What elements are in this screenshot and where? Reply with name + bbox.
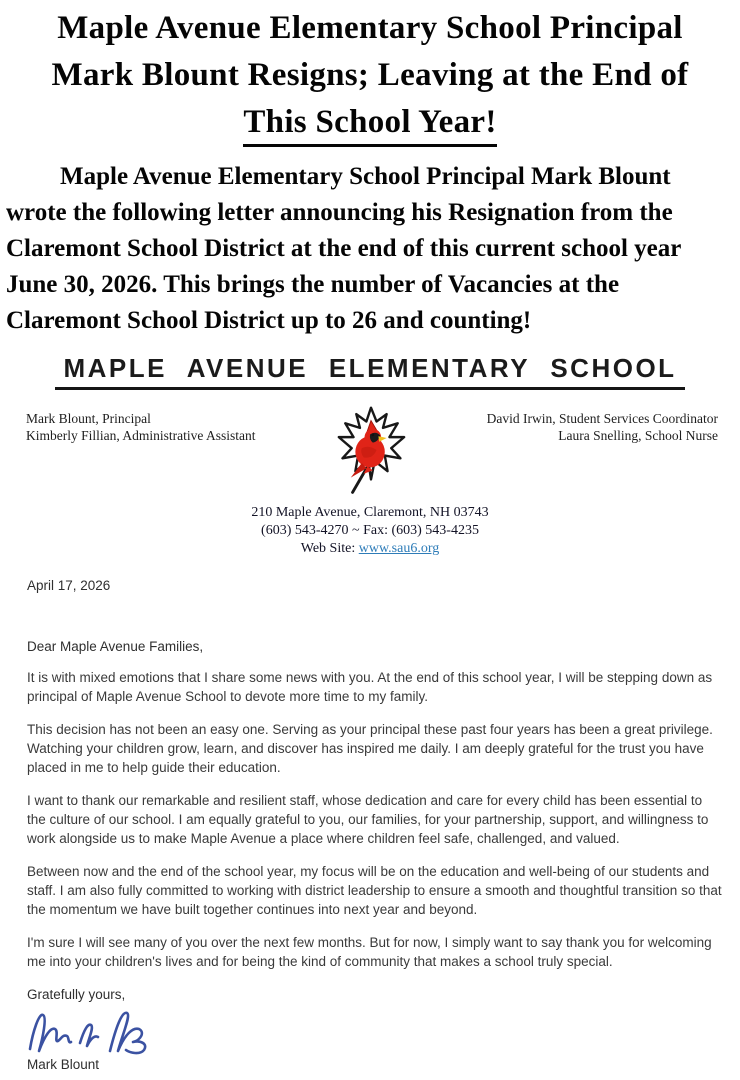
letterhead-staff-row	[26, 404, 718, 498]
letterhead-address-block	[0, 504, 740, 558]
headline-line-2: Mark Blount Resigns; Leaving at the End of	[51, 57, 689, 93]
address-street: 210 Maple Avenue, Claremont, NH 03743	[251, 505, 489, 520]
staff-principal: Mark Blount, Principal	[26, 411, 151, 426]
article-headline	[0, 0, 740, 147]
website-label: Web Site:	[300, 541, 356, 556]
letter-closing: Gratefully yours,	[27, 987, 126, 1002]
letter-paragraph-3: I want to thank our remarkable and resilient staff, whose dedication and care for every child has been essential to the culture of our school. I am equally grateful to you, our families, for your partnership, support, and willingness to work alongside us to make Maple Avenue a place where children feel safe, challenged, and valued.	[27, 793, 709, 846]
cardinal-maple-leaf-logo-icon	[325, 402, 417, 498]
letter-salutation: Dear Maple Avenue Families,	[27, 639, 204, 654]
letter-paragraph-5: I'm sure I will see many of you over the next few months. But for now, I simply want to say thank you for welcoming me into your children's lives and for being the kind of community that makes a school truly special.	[27, 935, 712, 969]
address-phone-fax: (603) 543-4270 ~ Fax: (603) 543-4235	[261, 523, 479, 538]
headline-line-3-underlined: This School Year!	[243, 102, 496, 147]
letterhead-staff-left	[26, 404, 256, 444]
letterhead-school-name: MAPLE AVENUE ELEMENTARY SCHOOL	[55, 353, 684, 390]
headline-line-1: Maple Avenue Elementary School Principal	[57, 10, 683, 46]
signer-name: Mark Blount	[27, 1057, 100, 1072]
letter-paragraph-2: This decision has not been an easy one. Serving as your principal these past four years has been a great privilege. Watching your children grow, learn, and discover has inspired me daily. I am deeply grateful for the trust you have placed in me to help guide their education.	[27, 722, 713, 775]
staff-student-services: David Irwin, Student Services Coordinator	[486, 411, 718, 426]
letter-image	[0, 353, 740, 1072]
website-link[interactable]: www.sau6.org	[358, 541, 440, 556]
signature-icon	[24, 1005, 164, 1057]
staff-school-nurse: Laura Snelling, School Nurse	[558, 428, 718, 443]
staff-admin-assistant: Kimberly Fillian, Administrative Assistant	[26, 428, 256, 443]
letterhead-staff-right	[487, 404, 718, 444]
letter-date: April 17, 2026	[27, 578, 111, 593]
address-website-line	[0, 540, 740, 558]
letter-paragraph-1: It is with mixed emotions that I share some news with you. At the end of this school year, I will be stepping down as principal of Maple Avenue School to devote more time to my family.	[27, 670, 713, 704]
intro-paragraph: Maple Avenue Elementary School Principal Mark Blount wrote the following letter announcing his Resignation from the Claremont School District at the end of this current school year June 30, 2026. This brings the number of Vacancies at the Claremont School District up to 26 and counting!	[6, 163, 681, 334]
letter-paragraph-4: Between now and the end of the school year, my focus will be on the education and well-being of our students and staff. I am also fully committed to working with district leadership to ensure a smooth and thoughtful transition so that the momentum we have built together continues into next year and beyond.	[27, 864, 722, 917]
